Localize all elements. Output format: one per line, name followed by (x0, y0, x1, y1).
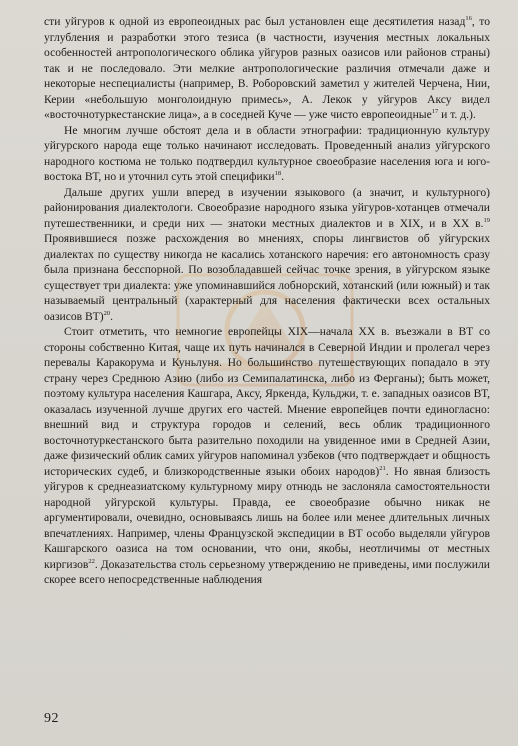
paragraph-text: . Но явная близость уйгуров к среднеазиатскому культурному миру отнюдь не заслоняла самостоятельности народной уйгурской культуры. Правда, ее своеобразие обычно никак не аргументировали, очевидно, основываясь лишь на более или менее длительных личных впечатлениях. Например, члены Французской экспедиции в ВТ особо выделяли уйгуров Кашгарского оазиса на том основании, что они, якобы, неотличимы от местных киргизов (44, 464, 490, 571)
paragraph-text: и т. д.). (438, 108, 476, 121)
footnote-ref[interactable]: 22 (88, 557, 95, 565)
footnote-ref[interactable]: 19 (483, 216, 490, 224)
paragraph-2 (44, 123, 490, 185)
paragraph-1 (44, 14, 490, 123)
paragraph-3 (44, 185, 490, 325)
paragraph-text: . (281, 170, 284, 183)
footnote-ref[interactable]: 20 (103, 309, 111, 317)
footnote-ref[interactable]: 18 (274, 170, 282, 178)
footnote-ref[interactable]: 17 (431, 108, 439, 116)
paragraph-4 (44, 324, 490, 588)
paragraph-text: Стоит отметить, что немногие европейцы XIX—начала XX в. въезжали в ВТ со стороны собственно Китая, чаще их путь начинался в Северной Индии и пролегал через перевалы Каракорума и Куньлуня. Но большинство путешествующих попадало в эту страну через Среднюю Азию (либо из Семипалатинска, либо из Ферганы); быть может, поэтому культура населения Кашгара, Аксу, Яркенда, Кульджи, т. е. западных оазисов ВТ, оказалась изученной лучше других его частей. Мнение европейцев почти единогласно: внешний вид и структура городов и селений, весь облик традиционного восточнотуркестанского быта разительно походили на увиденное ими в Средней Азии, даже физический облик самих уйгуров напоминал узбеков (что подтверждает и общность исторических судеб, и близкородственные языки обоих народов) (44, 325, 490, 478)
paragraph-text: . (110, 309, 113, 323)
paragraph-text: Не многим лучше обстоят дела и в области этнографии: традиционную культуру уйгурского народа еще только начинают исследовать. Проведенный анализ уйгурского народного костюма не только подтвердил культурное своеобразие населения юга и юго-востока ВТ, но и уточнил суть этой специфики (44, 123, 490, 183)
paragraph-text: сти уйгуров к одной из европеоидных рас был установлен еще десятилетия назад (44, 15, 466, 28)
main-text (44, 14, 490, 588)
paragraph-text: Дальше других ушли вперед в изучении языкового (а значит, и культурного) районирования диалектологи. Своеобразие народного языка уйгуров-хотанцев отмечали путешественники, и среди них — знатоки местных диалектов и в XIX, и в XX в. (44, 185, 490, 230)
paragraph-text: , то углубления и разработки этого тезиса (в частности, изучения местных локальных особенностей антропологического облика уйгуров разных оазисов или районов страны) так и не последовало. Эти мелкие антропологические различия отмечали даже и некоторые неспециалисты (например, В. Роборовский заметил у жителей Черчена, Нии, Керии «небольшую монголоидную примесь», А. Лекок у уйгуров Аксу видел «восточнотуркестанские лица», а в соседней Куче — уже чисто европеоидные (44, 15, 490, 121)
paragraph-text: Проявившиеся позже расхождения во мнениях, споры лингвистов об уйгурских диалектах по существу никогда не касались хотанского наречия: его автономность сразу была признана бесспорной. По возобладавшей сейчас точке зрения, в уйгурском языке существует три диалекта: уже упоминавшийся лобнорский, хотанский (или южный) и так называемый центральный (характерный для населения фактически всех остальных оазисов ВТ) (44, 232, 490, 323)
footnote-ref[interactable]: 21 (379, 464, 386, 472)
footnote-ref[interactable]: 16 (465, 15, 472, 23)
page-number: 92 (44, 711, 59, 726)
paragraph-text: . Доказательства столь серьезному утверждению не приведены, ими послужили скорее всего непосредственные наблюдения (44, 557, 490, 586)
